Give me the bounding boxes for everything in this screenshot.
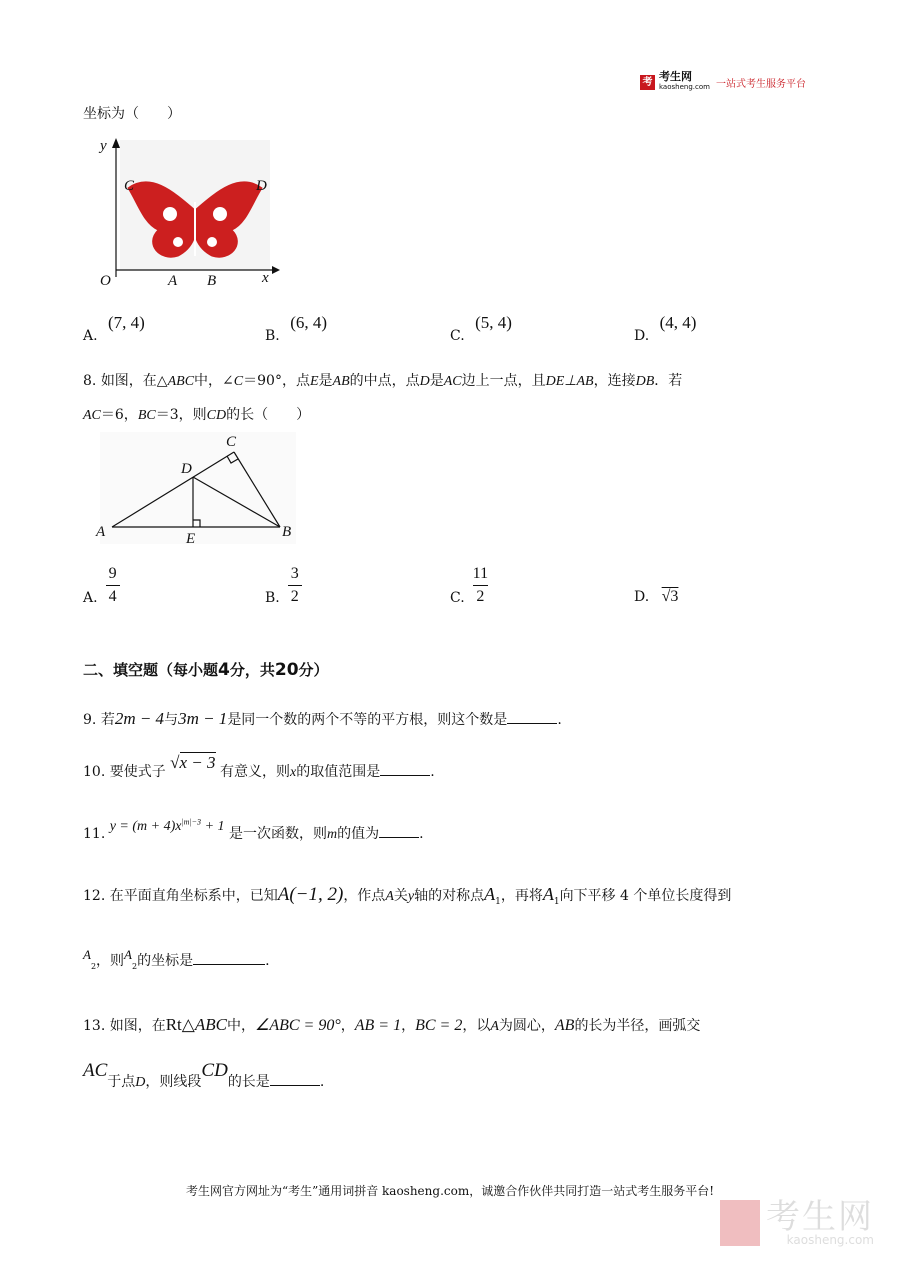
label-C: C <box>226 434 237 450</box>
q9: 9. 若2m − 4与3m − 1是同一个数的两个不等的平方根，则这个数是 . <box>83 709 562 728</box>
fraction: $\frac{9}{4}$ <box>106 565 120 606</box>
q13-line2: AC于点D，则线段CD的长是 . <box>83 1060 325 1090</box>
q13-line1: 13. 如图，在Rt△ABC中，∠ABC = 90°，AB = 1，BC = 2，以A为圆心，AB的长为半径，画弧交 <box>83 1015 701 1034</box>
q10: 10. 要使式子 √x − 3 有意义，则x的取值范围是 . <box>83 753 435 780</box>
answer-blank[interactable] <box>193 964 265 965</box>
header-slogan: 一站式考生服务平台 <box>715 78 806 90</box>
q12-line1: 12. 在平面直角坐标系中，已知A(−1, 2)，作点A关y轴的对称点$A_1$，再将$A_1$向下平移 4 个单位长度得到 <box>83 884 732 907</box>
label-C: C <box>124 178 135 194</box>
watermark-icon <box>720 1200 760 1246</box>
label-origin: O <box>100 273 111 289</box>
fraction: $\frac{3}{2}$ <box>288 565 302 606</box>
answer-blank[interactable] <box>379 837 419 838</box>
label-D: D <box>181 461 192 477</box>
footer-text: 考生网官方网址为“考生”通用词拼音 kaosheng.com，诚邀合作伙伴共同打造一站式考生服务平台! <box>185 1184 715 1198</box>
function-expression: $y = (m + 4)x^{|m|-3} + 1$ <box>109 817 225 834</box>
watermark: 考生网 kaosheng.com <box>720 1200 874 1246</box>
header-logo <box>640 72 806 92</box>
label-D: D <box>256 178 267 194</box>
q8-option-a: A. $\frac{9}{4}$ <box>83 565 120 606</box>
answer-blank[interactable] <box>270 1085 320 1086</box>
q11: 11. $y = (m + 4)x^{|m|-3} + 1$ 是一次函数，则m的值为 . <box>83 817 424 842</box>
q8-line1: 8. 如图，在△ABC中，∠C＝90°，点E是AB的中点，点D是AC边上一点，且DE⊥AB，连接DB．若 <box>83 373 683 389</box>
label-A: A <box>96 524 106 540</box>
label-B: B <box>207 273 217 289</box>
logo-icon: 考 <box>640 75 655 90</box>
q7-tail: 坐标为（ ） <box>83 106 181 122</box>
q7-option-d: D. (4, 4) <box>634 313 697 344</box>
q8-option-b: B. $\frac{3}{2}$ <box>265 565 302 606</box>
logo-text: 考生网 kaosheng.com <box>659 70 710 91</box>
fraction: $\frac{11}{2}$ <box>472 565 489 605</box>
q7-option-c: C. (5, 4) <box>450 313 512 344</box>
label-B: B <box>282 524 292 540</box>
q8-line2: AC＝6，BC＝3，则CD的长（ ） <box>83 407 311 423</box>
x-axis-arrow <box>272 266 280 274</box>
answer-blank[interactable] <box>380 775 430 776</box>
q8-option-c: C. $\frac{11}{2}$ <box>450 565 489 606</box>
q8-option-d: D. √3 <box>634 588 679 605</box>
sqrt-expression: √x − 3 <box>170 753 216 772</box>
y-axis-arrow <box>112 138 120 148</box>
q8-figure <box>92 430 302 548</box>
label-x: x <box>262 270 269 286</box>
section-title: 二、填空题（每小题4分，共20分） <box>83 660 329 680</box>
answer-blank[interactable] <box>507 723 557 724</box>
label-E: E <box>186 531 196 547</box>
q7-figure <box>90 132 280 292</box>
q12-line2: $A_2$，则$A_2$的坐标是 . <box>83 947 270 971</box>
q7-option-a: A. (7, 4) <box>83 313 145 344</box>
q7-option-b: B. (6, 4) <box>265 313 328 344</box>
label-y: y <box>100 138 107 154</box>
label-A: A <box>168 273 178 289</box>
